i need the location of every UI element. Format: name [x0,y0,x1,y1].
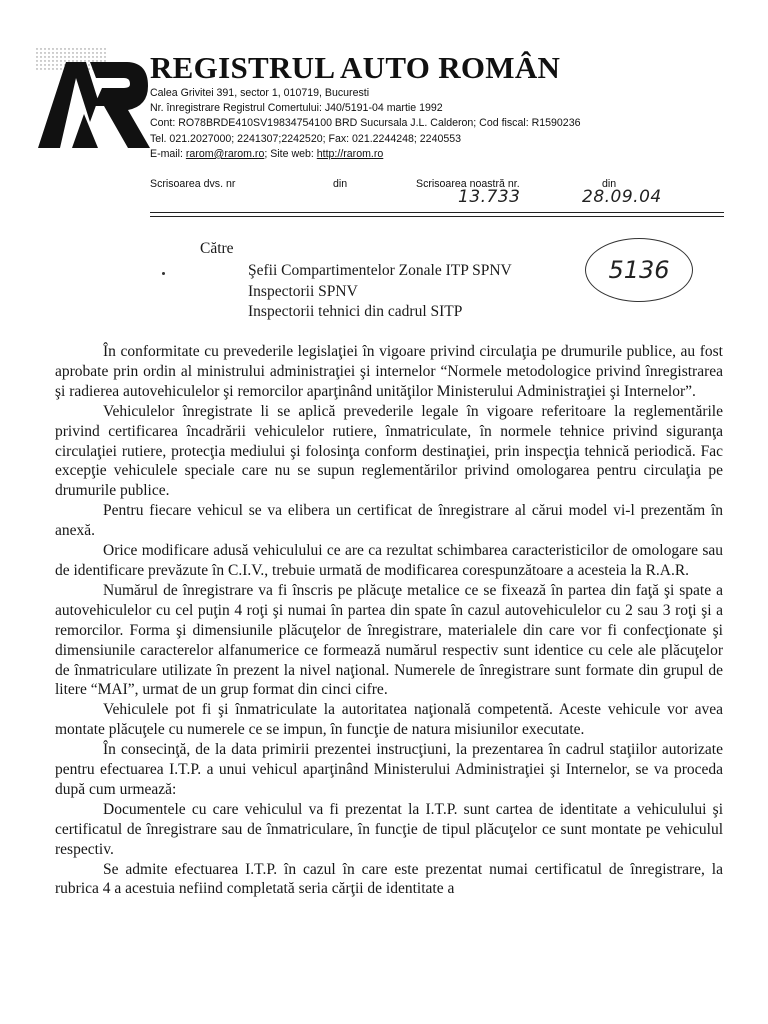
paragraph: Vehiculelor înregistrate li se aplică prevederile legale în vigoare referitoare la reglementările privind certificarea încadrării vehiculelor rutiere, înmatriculate, în normele tehnice privind siguranţa circulaţiei rutiere, protecţia mediului şi folosinţa conform destinaţiei, prin inspecţia tehnică periodică. Fac excepţie vehiculele speciale care nu se supun reglementărilor privind omologarea pentru circulaţia pe drumurile publice. [55,402,723,500]
paragraph: Pentru fiecare vehicul se va elibera un certificat de înregistrare al cărui model vi-l prezentăm în anexă. [55,502,723,540]
paragraph: Documentele cu care vehiculul va fi prezentat la I.T.P. sunt cartea de identitate a vehiculului şi certificatul de înregistrare sau de înmatriculare, în funcţie de tipul plăcuţelor ce sunt montate pe vehiculul respectiv. [55,800,723,858]
to-label: Către [200,240,234,257]
recipients-list [248,261,512,323]
paragraph: În conformitate cu prevederile legislaţiei în vigoare privind circulaţia pe drumurile publice, au fost aprobate prin ordin al ministrului administraţiei şi internelor “Normele metodologice privind înregistrarea şi radierea autovehiculelor şi remorcilor aparţinând unităţilor Ministerului Administraţiei şi Internelor”. [55,343,723,400]
reference-row [150,178,728,208]
letter-body [55,342,723,899]
header-divider [150,212,724,213]
rar-logo-icon [32,44,150,152]
web-label: ; Site web: [264,147,317,160]
paragraph: Vehiculele pot fi şi înmatriculate la autoritatea naţională competentă. Aceste vehicule vor avea montate plăcuţele cu numerele ce se impun, în funcţie de natura misiunilor executate. [55,701,723,739]
website-link[interactable]: http://rarom.ro [316,147,384,160]
stamp-number: 5136 [608,256,670,284]
our-letter-number: 13.733 [458,187,521,207]
your-letter-label: Scrisoarea dvs. nr [150,178,236,190]
our-letter-label: Scrisoarea noastră nr. [416,178,520,190]
header-contact-block [150,86,580,162]
address-line: Calea Grivitei 391, sector 1, 010719, Bucuresti [150,87,370,99]
registration-line: Nr. înregistrare Registrul Comertului: J40/5191-04 martie 1992 [150,102,443,115]
email-label: E-mail: [150,147,186,160]
paragraph: În consecinţă, de la data primirii prezentei instrucţiuni, la prezentarea în cadrul staţiilor autorizate pentru efectuarea I.T.P. a unui vehicul aparţinând Ministerului Administraţiei şi Internelor, se va proceda după cum urmează: [55,741,723,798]
bank-account-line: Cont: RO78BRDE410SV19834754100 BRD Sucursala J.L. Calderon; Cod fiscal: R1590236 [150,117,581,130]
recipient-item: Inspectorii SPNV [248,282,358,300]
recipient-item: Inspectorii tehnici din cadrul SITP [248,303,463,320]
paragraph: Numărul de înregistrare va fi înscris pe plăcuţe metalice ce se fixează în partea din faţă şi spate a autovehiculelor cu cel puţin 4 roţi şi numai în partea din spate în cazul autovehiculelor cu 2 sau 3 roţi şi a remorcilor. Forma şi dimensiunile plăcuţelor de înregistrare, materialele din care vor fi confecţionate şi dimensiunile caracterelor alfanumerice ce formează numărul respectiv sunt identice cu cele ale plăcuţelor de înmatriculare utilizate în prezent la nivel naţional. Numerele de înregistrare sunt formate din grupul de litere “MAI”, urmat de un grup format din cinci cifre. [55,581,723,699]
from-label-1: din [333,178,348,190]
paragraph: Orice modificare adusă vehiculului ce are ca rezultat schimbarea caracteristicilor de omologare sau de identificare prevăzute în C.I.V., trebuie urmată de modificarea corespunzătoare a acesteia la R.A.R. [55,542,723,579]
our-letter-date: 28.09.04 [582,187,662,207]
stray-dot [162,272,165,275]
from-label-2: din [602,178,617,190]
header-divider-thin [150,216,724,217]
registration-stamp [585,238,693,302]
recipient-item: Şefii Compartimentelor Zonale ITP SPNV [248,262,512,279]
paragraph: Se admite efectuarea I.T.P. în cazul în care este prezentat numai certificatul de înregistrare, la rubrica 4 a acestuia nefiind completată seria cărţii de identitate a [55,860,723,898]
organization-name: REGISTRUL AUTO ROMÂN [150,50,561,85]
email-web-line [150,147,580,162]
email-link[interactable]: rarom@rarom.ro [185,147,265,160]
phone-line: Tel. 021.2027000; 2241307;2242520; Fax: 021.2244248; 2240553 [150,132,462,145]
